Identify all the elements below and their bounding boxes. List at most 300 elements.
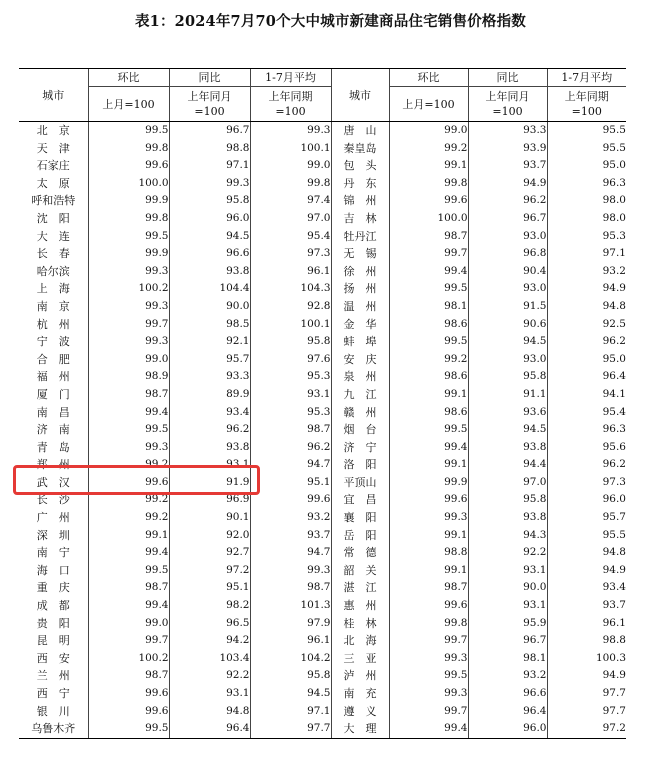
mom-cell-right: 99.0 <box>389 122 468 140</box>
table-row <box>19 316 626 334</box>
mom-cell-left: 99.1 <box>88 527 169 545</box>
city-cell-right: 赣 州 <box>331 404 389 422</box>
city-cell-left: 南 昌 <box>36 405 70 419</box>
mom-cell-left: 98.7 <box>88 667 169 685</box>
mom-cell-right: 99.2 <box>389 351 468 369</box>
avg-cell-right: 92.5 <box>547 316 626 334</box>
city-cell-right: 蚌 埠 <box>331 333 389 351</box>
yoy-cell-left: 89.9 <box>169 386 250 404</box>
avg-cell-right: 96.2 <box>547 456 626 474</box>
city-cell-left: 太 原 <box>36 176 70 190</box>
yoy-cell-left: 90.0 <box>169 298 250 316</box>
city-cell-left: 南 宁 <box>36 546 70 560</box>
table-row <box>19 404 626 422</box>
mom-cell-left: 99.9 <box>88 245 169 263</box>
yoy-cell-left: 97.2 <box>169 562 250 580</box>
yoy-cell-right: 95.8 <box>468 368 547 386</box>
city-cell-right: 秦皇岛 <box>331 140 389 158</box>
city-cell-left: 郑 州 <box>36 458 70 472</box>
avg-cell-left: 99.6 <box>250 491 331 509</box>
yoy-cell-left: 92.7 <box>169 544 250 562</box>
yoy-cell-left: 98.2 <box>169 597 250 615</box>
city-cell-right: 扬 州 <box>331 280 389 298</box>
table-row <box>19 175 626 193</box>
mom-cell-left: 99.6 <box>88 474 169 492</box>
yoy-cell-right: 92.2 <box>468 544 547 562</box>
city-cell-left: 上 海 <box>36 282 70 296</box>
avg-cell-right: 95.4 <box>547 404 626 422</box>
avg-cell-right: 96.3 <box>547 421 626 439</box>
avg-cell-right: 95.5 <box>547 140 626 158</box>
header-avg-sub-right: 上年同期 =100 <box>547 87 626 122</box>
mom-cell-right: 99.1 <box>389 527 468 545</box>
mom-cell-right: 99.2 <box>389 140 468 158</box>
avg-cell-left: 100.1 <box>250 140 331 158</box>
yoy-cell-right: 96.4 <box>468 703 547 721</box>
table-row <box>19 228 626 246</box>
mom-cell-left: 99.5 <box>88 562 169 580</box>
table-row <box>19 650 626 668</box>
table-row <box>19 368 626 386</box>
city-cell-right: 九 江 <box>331 386 389 404</box>
table-row <box>19 298 626 316</box>
avg-cell-right: 98.0 <box>547 210 626 228</box>
city-cell-left: 厦 门 <box>36 387 70 401</box>
table-row <box>19 122 626 140</box>
avg-cell-left: 95.1 <box>250 474 331 492</box>
yoy-cell-left: 97.1 <box>169 157 250 175</box>
mom-cell-left: 99.5 <box>88 421 169 439</box>
table-row <box>19 579 626 597</box>
mom-cell-left: 98.7 <box>88 386 169 404</box>
yoy-cell-right: 93.0 <box>468 351 547 369</box>
city-cell-right: 洛 阳 <box>331 456 389 474</box>
city-cell-left: 武 汉 <box>36 475 70 489</box>
yoy-cell-right: 93.2 <box>468 667 547 685</box>
table-row <box>19 263 626 281</box>
city-cell-right: 徐 州 <box>331 263 389 281</box>
city-cell-right: 烟 台 <box>331 421 389 439</box>
city-cell-left: 昆 明 <box>36 634 70 648</box>
avg-cell-left: 97.9 <box>250 615 331 633</box>
table-row <box>19 333 626 351</box>
city-cell-left: 贵 阳 <box>36 616 70 630</box>
mom-cell-left: 99.9 <box>88 192 169 210</box>
yoy-cell-right: 95.9 <box>468 615 547 633</box>
header-city-left: 城市 <box>19 69 88 122</box>
price-index-table <box>19 68 626 739</box>
city-cell-right: 无 锡 <box>331 245 389 263</box>
table-title: 表1：2024年7月70个大中城市新建商品住宅销售价格指数 <box>134 13 526 30</box>
city-cell-right: 包 头 <box>331 157 389 175</box>
avg-cell-right: 96.0 <box>547 491 626 509</box>
mom-cell-left: 99.4 <box>88 404 169 422</box>
mom-cell-left: 99.3 <box>88 298 169 316</box>
mom-cell-right: 99.6 <box>389 491 468 509</box>
city-cell-right: 济 宁 <box>331 439 389 457</box>
avg-cell-left: 97.7 <box>250 720 331 738</box>
table-row <box>19 210 626 228</box>
yoy-cell-right: 95.8 <box>468 491 547 509</box>
yoy-cell-left: 96.4 <box>169 720 250 738</box>
avg-cell-right: 94.8 <box>547 544 626 562</box>
table-row <box>19 351 626 369</box>
header-mom-sub-right: 上月=100 <box>389 87 468 122</box>
mom-cell-left: 99.6 <box>88 703 169 721</box>
city-cell-left: 合 肥 <box>36 352 70 366</box>
yoy-cell-left: 93.3 <box>169 368 250 386</box>
yoy-cell-right: 94.5 <box>468 333 547 351</box>
yoy-cell-right: 94.9 <box>468 175 547 193</box>
mom-cell-right: 99.9 <box>389 474 468 492</box>
avg-cell-left: 94.5 <box>250 685 331 703</box>
mom-cell-right: 99.7 <box>389 632 468 650</box>
city-cell-right: 平顶山 <box>331 474 389 492</box>
yoy-cell-left: 92.0 <box>169 527 250 545</box>
yoy-cell-left: 92.2 <box>169 667 250 685</box>
mom-cell-right: 99.1 <box>389 157 468 175</box>
yoy-cell-left: 98.8 <box>169 140 250 158</box>
avg-cell-right: 97.3 <box>547 474 626 492</box>
yoy-cell-right: 98.1 <box>468 650 547 668</box>
table-row <box>19 615 626 633</box>
city-cell-left: 北 京 <box>36 124 70 137</box>
avg-cell-left: 93.2 <box>250 509 331 527</box>
mom-cell-left: 99.2 <box>88 456 169 474</box>
city-cell-right: 岳 阳 <box>331 527 389 545</box>
highlight-box <box>13 465 260 495</box>
yoy-cell-left: 93.8 <box>169 439 250 457</box>
mom-cell-left: 100.2 <box>88 650 169 668</box>
table-row <box>19 544 626 562</box>
yoy-cell-right: 96.6 <box>468 685 547 703</box>
header-avg-right: 1-7月平均 <box>547 69 626 87</box>
yoy-cell-left: 96.6 <box>169 245 250 263</box>
mom-cell-right: 99.3 <box>389 509 468 527</box>
mom-cell-right: 99.6 <box>389 597 468 615</box>
yoy-cell-left: 96.5 <box>169 615 250 633</box>
avg-cell-right: 95.6 <box>547 439 626 457</box>
city-cell-right: 大 理 <box>331 720 389 738</box>
mom-cell-left: 99.7 <box>88 632 169 650</box>
avg-cell-left: 98.7 <box>250 579 331 597</box>
city-cell-right: 湛 江 <box>331 579 389 597</box>
mom-cell-right: 99.7 <box>389 703 468 721</box>
yoy-cell-right: 90.6 <box>468 316 547 334</box>
mom-cell-left: 99.2 <box>88 509 169 527</box>
city-cell-right: 金 华 <box>331 316 389 334</box>
city-cell-right: 南 充 <box>331 685 389 703</box>
yoy-cell-right: 93.8 <box>468 509 547 527</box>
table-row <box>19 140 626 158</box>
avg-cell-left: 96.1 <box>250 632 331 650</box>
yoy-cell-right: 96.7 <box>468 632 547 650</box>
yoy-cell-left: 92.1 <box>169 333 250 351</box>
mom-cell-left: 99.5 <box>88 720 169 738</box>
city-cell-right: 襄 阳 <box>331 509 389 527</box>
city-cell-right: 韶 关 <box>331 562 389 580</box>
yoy-cell-right: 96.2 <box>468 192 547 210</box>
avg-cell-right: 94.1 <box>547 386 626 404</box>
mom-cell-left: 98.7 <box>88 579 169 597</box>
city-cell-right: 吉 林 <box>331 210 389 228</box>
city-cell-left: 成 都 <box>36 599 70 613</box>
yoy-cell-right: 93.3 <box>468 122 547 140</box>
table-row <box>19 509 626 527</box>
table-row <box>19 527 626 545</box>
table-row <box>19 720 626 738</box>
avg-cell-left: 104.2 <box>250 650 331 668</box>
avg-cell-left: 95.8 <box>250 667 331 685</box>
city-cell-left: 重 庆 <box>36 581 70 595</box>
avg-cell-right: 94.9 <box>547 280 626 298</box>
avg-cell-left: 99.8 <box>250 175 331 193</box>
yoy-cell-left: 96.0 <box>169 210 250 228</box>
city-cell-right: 桂 林 <box>331 615 389 633</box>
yoy-cell-right: 94.5 <box>468 421 547 439</box>
yoy-cell-left: 94.5 <box>169 228 250 246</box>
yoy-cell-left: 98.5 <box>169 316 250 334</box>
avg-cell-right: 94.9 <box>547 562 626 580</box>
table-row <box>19 280 626 298</box>
mom-cell-right: 98.6 <box>389 316 468 334</box>
city-cell-left: 长 春 <box>36 247 70 261</box>
city-cell-right: 常 德 <box>331 544 389 562</box>
yoy-cell-left: 103.4 <box>169 650 250 668</box>
mom-cell-left: 99.6 <box>88 685 169 703</box>
mom-cell-left: 99.4 <box>88 544 169 562</box>
table-row <box>19 703 626 721</box>
city-cell-left: 长 沙 <box>36 493 70 507</box>
header-avg-left: 1-7月平均 <box>250 69 331 87</box>
mom-cell-right: 98.7 <box>389 579 468 597</box>
avg-cell-left: 95.8 <box>250 333 331 351</box>
mom-cell-left: 98.9 <box>88 368 169 386</box>
mom-cell-right: 100.0 <box>389 210 468 228</box>
avg-cell-left: 93.1 <box>250 386 331 404</box>
yoy-cell-left: 93.1 <box>169 685 250 703</box>
avg-cell-left: 97.3 <box>250 245 331 263</box>
avg-cell-left: 95.4 <box>250 228 331 246</box>
city-cell-left: 西 宁 <box>36 687 70 700</box>
avg-cell-left: 94.7 <box>250 544 331 562</box>
yoy-cell-left: 91.9 <box>169 474 250 492</box>
table-row <box>19 192 626 210</box>
table-row <box>19 667 626 685</box>
avg-cell-left: 104.3 <box>250 280 331 298</box>
avg-cell-left: 99.3 <box>250 562 331 580</box>
avg-cell-left: 101.3 <box>250 597 331 615</box>
avg-cell-right: 95.5 <box>547 122 626 140</box>
mom-cell-right: 99.5 <box>389 667 468 685</box>
city-cell-right: 三 亚 <box>331 650 389 668</box>
yoy-cell-right: 93.0 <box>468 228 547 246</box>
mom-cell-left: 99.3 <box>88 439 169 457</box>
avg-cell-right: 96.3 <box>547 175 626 193</box>
city-cell-right: 牡丹江 <box>331 228 389 246</box>
city-cell-left: 石家庄 <box>36 159 70 173</box>
city-cell-left: 杭 州 <box>36 317 70 331</box>
mom-cell-left: 99.5 <box>88 228 169 246</box>
yoy-cell-left: 94.2 <box>169 632 250 650</box>
yoy-cell-left: 93.4 <box>169 404 250 422</box>
avg-cell-left: 97.1 <box>250 703 331 721</box>
city-cell-left: 广 州 <box>36 511 70 525</box>
mom-cell-left: 99.7 <box>88 316 169 334</box>
table-row <box>19 245 626 263</box>
yoy-cell-right: 94.4 <box>468 456 547 474</box>
yoy-cell-left: 93.8 <box>169 263 250 281</box>
avg-cell-left: 96.2 <box>250 439 331 457</box>
mom-cell-right: 99.1 <box>389 456 468 474</box>
avg-cell-left: 98.7 <box>250 421 331 439</box>
mom-cell-right: 98.6 <box>389 368 468 386</box>
yoy-cell-left: 96.7 <box>169 122 250 140</box>
mom-cell-right: 99.8 <box>389 615 468 633</box>
yoy-cell-right: 93.9 <box>468 140 547 158</box>
city-cell-right: 泸 州 <box>331 667 389 685</box>
city-cell-left: 哈尔滨 <box>36 264 70 278</box>
yoy-cell-right: 94.3 <box>468 527 547 545</box>
avg-cell-right: 96.4 <box>547 368 626 386</box>
yoy-cell-right: 93.7 <box>468 157 547 175</box>
yoy-cell-right: 91.5 <box>468 298 547 316</box>
yoy-cell-right: 96.7 <box>468 210 547 228</box>
avg-cell-left: 95.3 <box>250 368 331 386</box>
avg-cell-right: 95.0 <box>547 157 626 175</box>
avg-cell-left: 99.3 <box>250 122 331 140</box>
yoy-cell-left: 95.1 <box>169 579 250 597</box>
city-cell-left: 南 京 <box>36 299 70 313</box>
yoy-cell-left: 94.8 <box>169 703 250 721</box>
table-row <box>19 632 626 650</box>
yoy-cell-right: 93.0 <box>468 280 547 298</box>
mom-cell-left: 99.3 <box>88 333 169 351</box>
yoy-cell-left: 90.1 <box>169 509 250 527</box>
yoy-cell-left: 104.4 <box>169 280 250 298</box>
mom-cell-left: 99.8 <box>88 210 169 228</box>
avg-cell-right: 93.2 <box>547 263 626 281</box>
table-row <box>19 562 626 580</box>
city-cell-left: 宁 波 <box>36 335 70 349</box>
avg-cell-right: 97.2 <box>547 720 626 738</box>
header-city-right: 城市 <box>331 69 389 122</box>
city-cell-left: 大 连 <box>36 229 70 243</box>
table-row <box>19 685 626 703</box>
table-row <box>19 157 626 175</box>
header-yoy-sub-right: 上年同月 =100 <box>468 87 547 122</box>
yoy-cell-left: 96.2 <box>169 421 250 439</box>
yoy-cell-right: 93.6 <box>468 404 547 422</box>
avg-cell-left: 94.7 <box>250 456 331 474</box>
yoy-cell-right: 91.1 <box>468 386 547 404</box>
avg-cell-right: 96.1 <box>547 615 626 633</box>
avg-cell-right: 98.8 <box>547 632 626 650</box>
mom-cell-right: 99.5 <box>389 421 468 439</box>
avg-cell-right: 94.8 <box>547 298 626 316</box>
yoy-cell-left: 93.1 <box>169 456 250 474</box>
mom-cell-left: 99.5 <box>88 122 169 140</box>
mom-cell-right: 99.5 <box>389 280 468 298</box>
city-cell-left: 天 津 <box>36 141 70 155</box>
avg-cell-left: 97.6 <box>250 351 331 369</box>
yoy-cell-left: 96.9 <box>169 491 250 509</box>
table-row <box>19 386 626 404</box>
avg-cell-left: 95.3 <box>250 404 331 422</box>
city-cell-right: 温 州 <box>331 298 389 316</box>
city-cell-right: 锦 州 <box>331 192 389 210</box>
mom-cell-left: 99.3 <box>88 263 169 281</box>
city-cell-left: 西 安 <box>36 651 70 665</box>
header-mom-left: 环比 <box>88 69 169 87</box>
city-cell-right: 泉 州 <box>331 368 389 386</box>
mom-cell-right: 99.3 <box>389 685 468 703</box>
yoy-cell-left: 95.8 <box>169 192 250 210</box>
yoy-cell-right: 96.0 <box>468 720 547 738</box>
avg-cell-left: 93.7 <box>250 527 331 545</box>
mom-cell-right: 98.8 <box>389 544 468 562</box>
mom-cell-left: 100.0 <box>88 175 169 193</box>
city-cell-left: 济 南 <box>36 423 70 437</box>
city-cell-left: 海 口 <box>36 563 70 577</box>
mom-cell-left: 99.6 <box>88 157 169 175</box>
avg-cell-right: 96.2 <box>547 333 626 351</box>
yoy-cell-right: 96.8 <box>468 245 547 263</box>
city-cell-right: 北 海 <box>331 632 389 650</box>
city-cell-left: 银 川 <box>36 704 70 718</box>
header-yoy-left: 同比 <box>169 69 250 87</box>
avg-cell-right: 95.7 <box>547 509 626 527</box>
avg-cell-left: 92.8 <box>250 298 331 316</box>
avg-cell-right: 93.4 <box>547 579 626 597</box>
header-mom-right: 环比 <box>389 69 468 87</box>
city-cell-left: 兰 州 <box>36 669 70 683</box>
avg-cell-right: 95.5 <box>547 527 626 545</box>
yoy-cell-right: 93.8 <box>468 439 547 457</box>
mom-cell-right: 99.6 <box>389 192 468 210</box>
mom-cell-left: 99.0 <box>88 351 169 369</box>
mom-cell-right: 99.4 <box>389 263 468 281</box>
city-cell-right: 丹 东 <box>331 175 389 193</box>
city-cell-left: 深 圳 <box>36 528 70 542</box>
city-cell-left: 青 岛 <box>36 440 70 454</box>
mom-cell-right: 99.1 <box>389 562 468 580</box>
city-cell-left: 沈 阳 <box>36 211 70 225</box>
avg-cell-right: 100.3 <box>547 650 626 668</box>
mom-cell-right: 98.7 <box>389 228 468 246</box>
city-cell-right: 安 庆 <box>331 351 389 369</box>
yoy-cell-right: 90.0 <box>468 579 547 597</box>
avg-cell-right: 98.0 <box>547 192 626 210</box>
avg-cell-left: 100.1 <box>250 316 331 334</box>
avg-cell-left: 97.0 <box>250 210 331 228</box>
header-avg-sub-left: 上年同期 =100 <box>250 87 331 122</box>
city-cell-left: 呼和浩特 <box>31 194 76 208</box>
header-mom-sub-left: 上月=100 <box>88 87 169 122</box>
mom-cell-right: 99.1 <box>389 386 468 404</box>
yoy-cell-left: 99.3 <box>169 175 250 193</box>
yoy-cell-right: 97.0 <box>468 474 547 492</box>
yoy-cell-left: 95.7 <box>169 351 250 369</box>
avg-cell-left: 96.1 <box>250 263 331 281</box>
yoy-cell-right: 90.4 <box>468 263 547 281</box>
mom-cell-right: 99.3 <box>389 650 468 668</box>
avg-cell-right: 97.7 <box>547 685 626 703</box>
avg-cell-right: 97.7 <box>547 703 626 721</box>
table-body <box>19 122 626 739</box>
table-row <box>19 597 626 615</box>
city-cell-right: 惠 州 <box>331 597 389 615</box>
